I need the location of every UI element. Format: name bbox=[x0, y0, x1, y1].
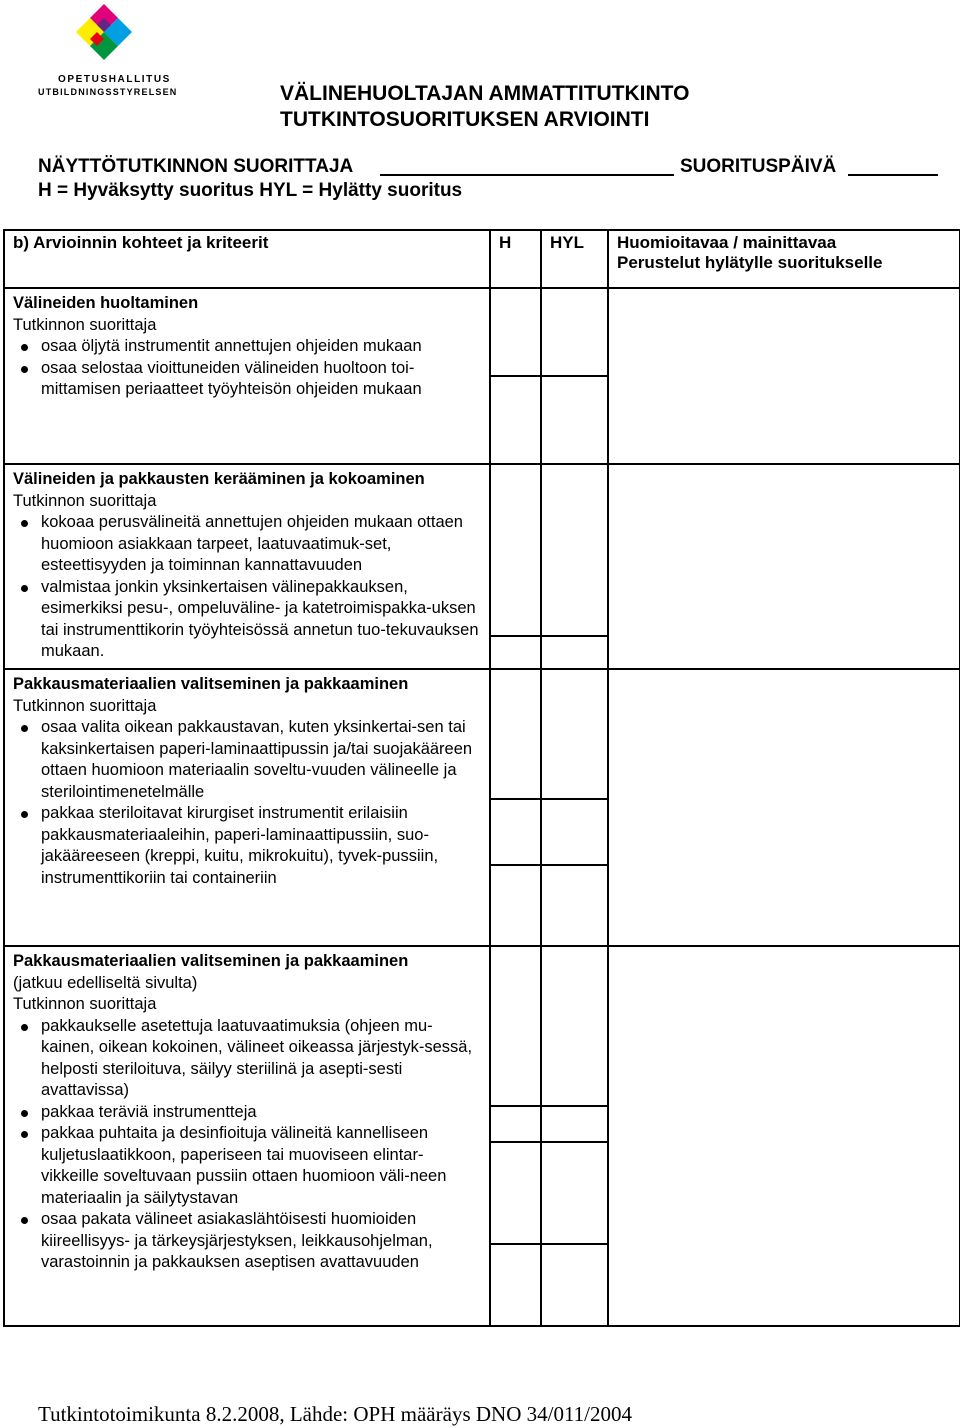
section-title: Pakkausmateriaalien valitseminen ja pakkaaminen bbox=[13, 675, 409, 693]
h-cell[interactable] bbox=[490, 946, 541, 1326]
criteria-list bbox=[13, 336, 481, 401]
header-notes bbox=[608, 230, 960, 288]
h-cell[interactable] bbox=[490, 464, 541, 669]
notes-cell[interactable] bbox=[608, 946, 960, 1326]
header-hyl: HYL bbox=[541, 230, 608, 288]
assessment-table bbox=[3, 229, 960, 1327]
list-item: valmistaa jonkin yksinkertaisen välinepakkauksen, esimerkiksi pesu-, ompeluväline- ja katetroimispakka-uksen tai instrumenttikorin työyhteisössä annetun tuo-tekuvauksen mukaan. bbox=[41, 577, 481, 663]
table-header-row bbox=[4, 230, 960, 288]
section-title: Pakkausmateriaalien valitseminen ja pakkaaminen bbox=[13, 952, 409, 970]
h-cell[interactable] bbox=[490, 288, 541, 464]
header-h: H bbox=[490, 230, 541, 288]
list-item: osaa valita oikean pakkaustavan, kuten yksinkertai-sen tai kaksinkertaisen paperi-laminaattipussin ja/tai suojakääreen ottaen huomioon materiaalin soveltu-vuuden välineelle ja sterilointimenetelmälle bbox=[41, 717, 481, 803]
table-row bbox=[4, 464, 960, 669]
opetushallitus-logo bbox=[36, 4, 176, 100]
list-item: osaa öljytä instrumentit annettujen ohjeiden mukaan bbox=[41, 336, 481, 358]
section-subtitle: Tutkinnon suorittaja bbox=[13, 315, 157, 334]
notes-cell[interactable] bbox=[608, 464, 960, 669]
header-notes-line1: Huomioitavaa / mainittavaa bbox=[617, 233, 837, 252]
logo-text-sv: UTBILDNINGSSTYRELSEN bbox=[38, 87, 178, 97]
section-note: (jatkuu edelliseltä sivulta) bbox=[13, 973, 198, 992]
criteria-list bbox=[13, 512, 481, 663]
criteria-cell bbox=[4, 946, 490, 1326]
criteria-cell bbox=[4, 464, 490, 669]
page-subtitle: TUTKINTOSUORITUKSEN ARVIOINTI bbox=[280, 108, 650, 131]
criteria-list bbox=[13, 717, 481, 889]
section-subtitle: Tutkinnon suorittaja bbox=[13, 491, 157, 510]
header-criteria: b) Arvioinnin kohteet ja kriteerit bbox=[4, 230, 490, 288]
section-title: Välineiden huoltaminen bbox=[13, 294, 199, 312]
logo-text-fi: OPETUSHALLITUS bbox=[58, 74, 171, 85]
list-item: pakkaa teräviä instrumentteja bbox=[41, 1102, 481, 1124]
table-row bbox=[4, 288, 960, 464]
list-item: osaa selostaa vioittuneiden välineiden huoltoon toi-mittamisen periaatteet työyhteisön ohjeiden mukaan bbox=[41, 358, 481, 401]
page-title: VÄLINEHUOLTAJAN AMMATTITUTKINTO bbox=[280, 82, 690, 105]
criteria-list bbox=[13, 1016, 481, 1274]
header-notes-line2: Perustelut hylätylle suoritukselle bbox=[617, 253, 883, 272]
legend-text: H = Hyväksytty suoritus HYL = Hylätty suoritus bbox=[38, 180, 463, 201]
list-item: osaa pakata välineet asiakaslähtöisesti huomioiden kiireellisyys- ja tärkeysjärjestyksen, leikkausohjelman, varastoinnin ja pakkauksen aseptisen avattavuuden bbox=[41, 1209, 481, 1274]
date-field-line[interactable] bbox=[848, 174, 938, 176]
section-subtitle: Tutkinnon suorittaja bbox=[13, 995, 157, 1013]
criteria-cell bbox=[4, 288, 490, 464]
criteria-cell bbox=[4, 669, 490, 946]
notes-cell[interactable] bbox=[608, 669, 960, 946]
page-footer: Tutkintotoimikunta 8.2.2008, Lähde: OPH määräys DNO 34/011/2004 bbox=[38, 1402, 632, 1426]
performer-field-line[interactable] bbox=[380, 174, 674, 176]
hyl-cell[interactable] bbox=[541, 946, 608, 1326]
list-item: kokoaa perusvälineitä annettujen ohjeiden mukaan ottaen huomioon asiakkaan tarpeet, laatuvaatimuk-set, esteettisyyden ja toiminnan kannattavuuden bbox=[41, 512, 481, 577]
table-row bbox=[4, 946, 960, 1326]
list-item: pakkaa steriloitavat kirurgiset instrumentit erilaisiin pakkausmateriaaleihin, paperi-laminaattipussiin, suo-jakääreeseen (kreppi, kuitu, mikrokuitu), tyvek-pussiin, instrumenttikoriin tai containeriin bbox=[41, 803, 481, 889]
list-item: pakkaukselle asetettuja laatuvaatimuksia (ohjeen mu-kainen, oikean kokoinen, välineet oikeassa järjestyk-sessä, helposti steriloituva, säilyy steriilinä ja asepti-sesti avattavissa) bbox=[41, 1016, 481, 1102]
performer-label: NÄYTTÖTUTKINNON SUORITTAJA bbox=[38, 156, 354, 177]
section-subtitle: Tutkinnon suorittaja bbox=[13, 696, 157, 715]
logo-mark-icon bbox=[76, 4, 132, 64]
section-title: Välineiden ja pakkausten kerääminen ja kokoaminen bbox=[13, 470, 425, 488]
table-row bbox=[4, 669, 960, 946]
notes-cell[interactable] bbox=[608, 288, 960, 464]
list-item: pakkaa puhtaita ja desinfioituja välineitä kannelliseen kuljetuslaatikkoon, paperiseen tai muoviseen elintar-vikkeille soveltuvaan pussiin ottaen huomioon väli-neen materiaalin ja säilytystavan bbox=[41, 1123, 481, 1209]
date-label: SUORITUSPÄIVÄ bbox=[680, 156, 837, 177]
hyl-cell[interactable] bbox=[541, 288, 608, 464]
hyl-cell[interactable] bbox=[541, 669, 608, 946]
hyl-cell[interactable] bbox=[541, 464, 608, 669]
h-cell[interactable] bbox=[490, 669, 541, 946]
